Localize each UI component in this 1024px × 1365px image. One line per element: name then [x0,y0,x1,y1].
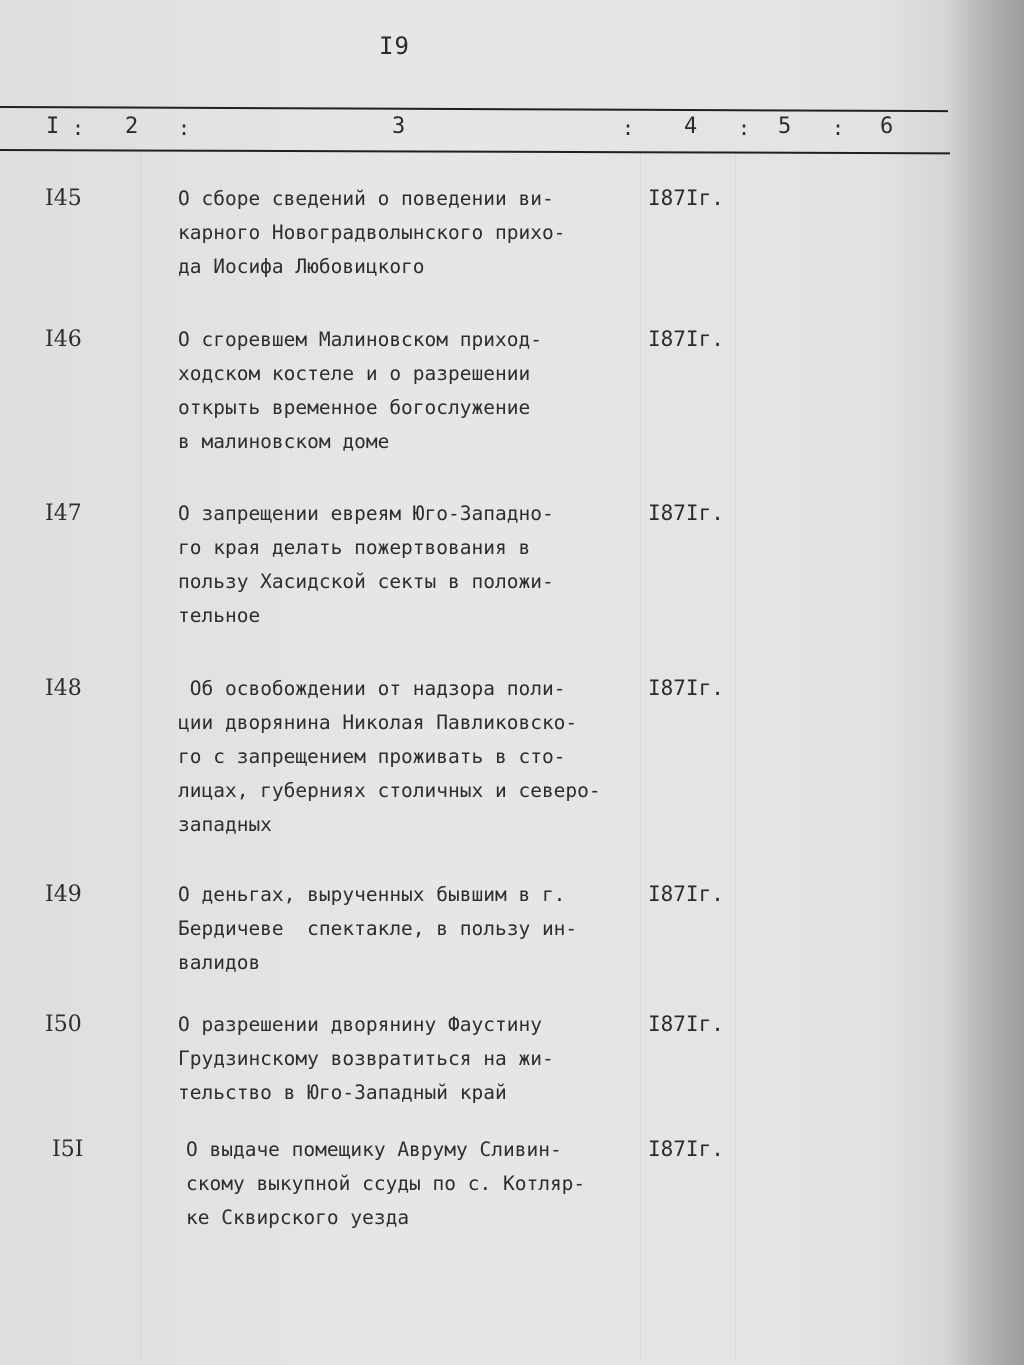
record-number: I45 [45,186,82,211]
record-date: I87Iг. [648,501,724,525]
record-title-line: ке Сквирского уезда [186,1206,410,1229]
record-title-line: Грудзинскому возвратиться на жи- [178,1047,554,1070]
record-title-line: го с запрещением проживать в сто- [178,745,566,768]
record-title [178,1008,668,1110]
record-title-line: ходском костеле и о разрешении [178,362,531,385]
record-number: I46 [45,327,82,352]
record-title-line: скому выкупной ссуды по с. Котляр- [186,1172,586,1195]
column-5-header: 5 [778,114,792,139]
column-separator: : [178,116,191,140]
column-guide [735,150,736,1360]
record-number: I48 [45,676,82,701]
record-title-line: О сборе сведений о поведении ви- [178,187,554,210]
record-number: I50 [45,1012,82,1037]
column-4-header: 4 [684,114,698,139]
record-title-line: да Иосифа Любовицкого [178,255,425,278]
record-title-line: валидов [178,951,261,974]
record-date: I87Iг. [648,1137,724,1161]
record-date: I87Iг. [648,186,724,210]
record-title-line: в малиновском доме [178,430,390,453]
record-title-line: Об освобождении от надзора поли- [178,677,566,700]
record-number: I5I [52,1137,84,1162]
column-separator: : [832,116,845,140]
record-title-line: Бердичеве спектакле, в пользу ин- [178,917,578,940]
record-number: I49 [45,882,82,907]
record-title [178,497,668,633]
page-shadow-edge [946,0,1024,1365]
record-title-line: О выдаче помещику Авруму Сливин- [186,1138,562,1161]
column-separator: : [72,116,85,140]
record-title-line: карного Новоградволынского прихо- [178,221,566,244]
record-title-line: тельство в Юго-Западный край [178,1081,507,1104]
column-guide [140,150,141,1360]
record-title-line: О запрещении евреям Юго-Западно- [178,502,554,525]
record-title-line: ции дворянина Николая Павликовско- [178,711,578,734]
column-separator: : [622,116,635,140]
record-title-line: О сгоревшем Малиновском приход- [178,328,542,351]
page-number: I9 [379,32,410,60]
record-title-line: го края делать пожертвования в [178,536,531,559]
column-3-header: 3 [392,114,406,139]
column-2-header: 2 [125,114,139,139]
record-title-line: О разрешении дворянину Фаустину [178,1013,542,1036]
record-date: I87Iг. [648,882,724,906]
record-title-line: тельное [178,604,261,627]
record-title [178,323,668,459]
record-title [178,182,668,284]
record-title-line: пользу Хасидской секты в положи- [178,570,554,593]
record-date: I87Iг. [648,327,724,351]
record-title [178,672,668,842]
record-title-line: открыть временное богослужение [178,396,531,419]
column-1-header: I [46,114,60,139]
column-6-header: 6 [880,114,894,139]
record-title [178,878,668,980]
record-number: I47 [45,501,82,526]
record-date: I87Iг. [648,1012,724,1036]
table-column-header [0,106,950,150]
record-title-line: западных [178,813,272,836]
column-separator: : [738,116,751,140]
record-title-line: О деньгах, вырученных бывшим в г. [178,883,566,906]
record-date: I87Iг. [648,676,724,700]
record-title [186,1133,676,1235]
record-title-line: лицах, губерниях столичных и северо- [178,779,601,802]
